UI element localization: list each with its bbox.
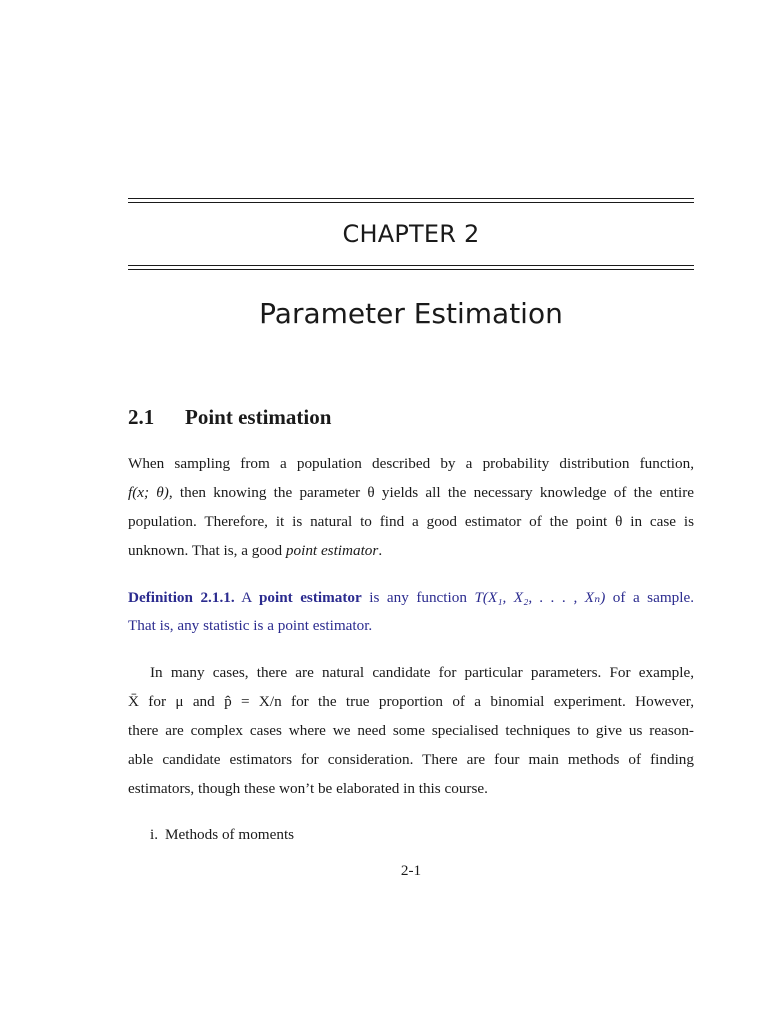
chapter-label: CHAPTER 2 <box>342 220 480 248</box>
definition-article: A <box>241 589 252 606</box>
chapter-bottom-rule <box>128 265 694 270</box>
page-number: 2-1 <box>400 862 422 879</box>
body-line: able candidate estimators for consideration. There are four main methods of finding <box>128 751 694 768</box>
chapter-top-rule <box>128 198 694 203</box>
intro-text: unknown. That is, a good <box>128 542 286 559</box>
definition-line: That is, any statistic is a point estimator. <box>128 617 373 634</box>
section-title: Point estimation <box>185 405 332 429</box>
intro-text: , then knowing the parameter θ yields all the necessary knowledge of the entire <box>168 484 695 501</box>
section-number: 2.1 <box>128 405 155 429</box>
intro-line: population. Therefore, it is natural to find a good estimator of the point θ in case is <box>128 513 694 530</box>
body-line: X̄ for μ and p̂ = X/n for the true proportion of a binomial experiment. However, <box>128 693 694 710</box>
list-item-text: Methods of moments <box>165 826 295 843</box>
definition-term: point estimator <box>258 589 362 606</box>
intro-text: . <box>378 542 383 559</box>
math-inline: f(x; θ) <box>128 484 169 501</box>
list-item <box>150 826 294 844</box>
definition-text: of a sample. <box>612 589 694 606</box>
body-line: there are complex cases where we need some specialised techniques to give us reason- <box>128 722 694 739</box>
body-line: estimators, though these won’t be elaborated in this course. <box>128 780 488 797</box>
emphasis-text: point estimator <box>285 542 379 559</box>
intro-line <box>128 542 694 560</box>
definition-line <box>128 588 694 607</box>
definition-label: Definition 2.1.1. <box>128 589 235 606</box>
intro-line: When sampling from a population described by a probability distribution function, <box>128 455 694 472</box>
chapter-title: Parameter Estimation <box>259 297 563 330</box>
list-marker: i. <box>150 826 159 843</box>
body-line: In many cases, there are natural candidate for particular parameters. For example, <box>150 664 694 681</box>
intro-line <box>128 484 694 502</box>
section-heading <box>128 405 331 430</box>
math-inline: T(X₁, X₂, . . . , Xₙ) <box>474 589 606 606</box>
definition-text: is any function <box>369 589 467 606</box>
